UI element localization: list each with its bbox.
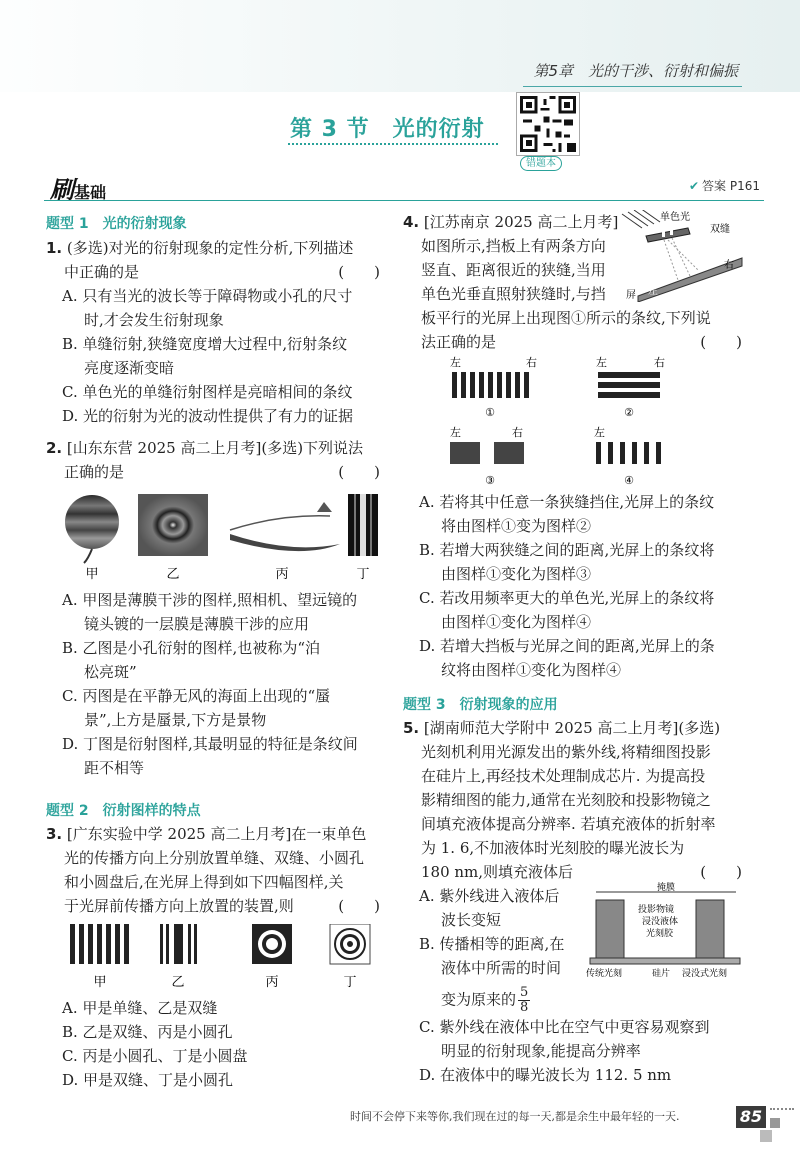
svg-text:左: 左 xyxy=(594,426,605,439)
banner-rule xyxy=(44,200,764,201)
option-d: D. 甲是双缝、丁是小圆孔 xyxy=(62,1071,234,1089)
caption-bing: 丙 xyxy=(265,975,279,990)
diffraction-stripes-image xyxy=(348,494,378,556)
option-a: A. 若将其中任意一条狭缝挡住,光屏上的条纹 将由图样①变为图样② xyxy=(419,493,715,535)
pattern-ding xyxy=(330,924,370,964)
option-d: D. 在液体中的曝光波长为 112. 5 nm xyxy=(419,1066,672,1084)
caption-yi: 乙 xyxy=(166,567,180,582)
q4-patterns xyxy=(446,356,676,486)
question-1: 1. (多选)对光的衍射现象的定性分析,下列描述 中正确的是 ( ) A. 只有当光的波长等于障碍物或小孔的尺寸 时,才会发生衍射现象 B. 单缝衍射,狭缝宽度增大过程中,衍射条纹 亮度逐渐变暗 C. 单色光的单缝衍射图样是亮暗相间的条纹 D. 光的衍射为光的波动性提供了有力的证据 xyxy=(46,236,386,428)
question-4-options xyxy=(403,490,748,682)
svg-text:左: 左 xyxy=(596,356,607,369)
svg-text:传统光刻: 传统光刻 xyxy=(586,969,623,978)
mirage-image xyxy=(230,502,340,551)
answer-paren: ( ) xyxy=(338,897,380,915)
svg-text:④: ④ xyxy=(624,474,634,486)
pattern-2 xyxy=(598,372,660,398)
option-b: B. 若增大两狭缝之间的距离,光屏上的条纹将 由图样①变化为图样③ xyxy=(419,541,715,583)
svg-text:浸没式光刻: 浸没式光刻 xyxy=(682,969,728,978)
section-title-underline xyxy=(288,143,498,145)
svg-text:单色光: 单色光 xyxy=(660,212,690,223)
page-decoration xyxy=(770,1108,794,1110)
option-c: C. 紫外线在液体中比在空气中更容易观察到 明显的衍射现象,能提高分辨率 xyxy=(419,1018,710,1060)
caption-jia: 甲 xyxy=(93,975,107,990)
fraction: $\frac{5}{8}$ xyxy=(520,985,529,1015)
option-b: B. 传播相等的距离,在 液体中所需的时间 变为原来的 $\frac{5}{8}$ xyxy=(419,935,565,1015)
wrong-answer-book-tag[interactable]: 错题本 xyxy=(520,156,562,171)
caption-yi: 乙 xyxy=(171,975,185,990)
option-c: C. 若改用频率更大的单色光,光屏上的条纹将 由图样①变化为图样④ xyxy=(419,589,715,631)
svg-text:③: ③ xyxy=(485,474,495,486)
footer-motto: 时间不会停下来等你,我们现在过的每一天,都是余生中最年轻的一天. xyxy=(350,1110,680,1123)
svg-text:左: 左 xyxy=(450,426,461,439)
poisson-spot-image xyxy=(138,494,208,556)
svg-text:右: 右 xyxy=(724,260,734,271)
option-b: B. 乙是双缝、丙是小圆孔 xyxy=(62,1023,233,1041)
question-2-options xyxy=(46,588,386,780)
section-banner: 刷基础 xyxy=(50,176,107,204)
chapter-header: 第5章 光的干涉、衍射和偏振 xyxy=(533,60,738,81)
svg-text:右: 右 xyxy=(526,356,537,369)
svg-text:浸没液体: 浸没液体 xyxy=(642,917,679,927)
question-2: 2. [山东东营 2025 高二上月考](多选)下列说法 正确的是 ( ) xyxy=(46,436,386,484)
q2-figures xyxy=(62,494,382,586)
caption-ding: 丁 xyxy=(356,567,370,582)
svg-text:光刻胶: 光刻胶 xyxy=(646,929,674,939)
svg-text:双缝: 双缝 xyxy=(710,224,730,235)
option-d: D. 丁图是衍射图样,其最明显的特征是条纹间 距不相等 xyxy=(62,735,358,777)
option-c: C. 单色光的单缝衍射图样是亮暗相间的条纹 xyxy=(62,383,353,401)
q4-apparatus-figure xyxy=(618,210,748,302)
answer-paren: ( ) xyxy=(700,333,742,351)
question-5: 5. [湖南师范大学附中 2025 高二上月考](多选) 光刻机利用光源发出的紫外线,将精细图投影 在硅片上,再经技术处理制成芯片. 为提高投 影精细图的能力,通常在光刻胶和投影物镜之 间填充液体提高分辨率. 若填充液体的折射率 为 1. 6,不加液体时光刻胶的曝光波长为 180 nm,则填充液体后 ( ) xyxy=(403,716,748,884)
pattern-3 xyxy=(450,442,524,464)
answer-reference: ✔ 答案 P161 xyxy=(688,179,760,193)
option-d: D. 若增大挡板与光屏之间的距离,光屏上的条 纹将由图样①变化为图样④ xyxy=(419,637,715,679)
pattern-jia xyxy=(70,924,129,964)
answer-paren: ( ) xyxy=(338,463,380,481)
svg-text:左: 左 xyxy=(648,286,658,297)
question-5-options xyxy=(403,884,748,1087)
check-icon: ✔ xyxy=(688,179,700,193)
question-type-heading: 题型 2 衍射图样的特点 xyxy=(46,803,201,819)
option-a: A. 甲图是薄膜干涉的图样,照相机、望远镜的 镜头镀的一层膜是薄膜干涉的应用 xyxy=(62,591,358,633)
page-decoration xyxy=(770,1118,780,1128)
pattern-4 xyxy=(596,442,661,464)
question-3-options xyxy=(46,996,386,1092)
option-a: A. 甲是单缝、乙是双缝 xyxy=(62,999,218,1017)
answer-paren: ( ) xyxy=(700,863,742,881)
option-c: C. 丙是小圆孔、丁是小圆盘 xyxy=(62,1047,248,1065)
svg-text:右: 右 xyxy=(654,356,665,369)
svg-text:②: ② xyxy=(624,406,634,419)
pattern-yi xyxy=(160,924,197,964)
pattern-bing xyxy=(252,924,292,964)
option-c: C. 丙图是在平静无风的海面上出现的“蜃 景”,上方是蜃景,下方是景物 xyxy=(62,687,331,729)
svg-text:左: 左 xyxy=(450,356,461,369)
question-3: 3. [广东实验中学 2025 高二上月考]在一束单色 光的传播方向上分别放置单缝、双缝、小圆孔 和小圆盘后,在光屏上得到如下四幅图样,关 于光屏前传播方向上放置的装置,则 ( ) xyxy=(46,822,386,918)
question-4: 4. [江苏南京 2025 高二上月考] 如图所示,挡板上有两条方向 竖直、距离很近的狭缝,当用 单色光垂直照射狭缝时,与挡 板平行的光屏上出现图①所示的条纹,下列说 法正确的是 ( ) xyxy=(403,210,748,354)
option-a: A. 紫外线进入液体后 波长变短 xyxy=(419,887,560,929)
svg-text:投影物镜: 投影物镜 xyxy=(638,905,675,915)
question-type-heading: 题型 3 衍射现象的应用 xyxy=(403,697,558,713)
film-interference-image xyxy=(65,495,119,563)
section-title: 第 3 节 光的衍射 xyxy=(290,117,485,142)
answer-paren: ( ) xyxy=(338,263,380,281)
page-decoration xyxy=(760,1130,772,1142)
svg-text:掩膜: 掩膜 xyxy=(656,883,676,893)
option-b: B. 单缝衍射,狭缝宽度增大过程中,衍射条纹 亮度逐渐变暗 xyxy=(62,335,348,377)
q3-patterns xyxy=(70,924,380,994)
option-d: D. 光的衍射为光的波动性提供了有力的证据 xyxy=(62,407,354,425)
svg-text:①: ① xyxy=(485,406,495,419)
option-a: A. 只有当光的波长等于障碍物或小孔的尺寸 时,才会发生衍射现象 xyxy=(62,287,353,329)
pattern-1 xyxy=(452,372,529,398)
caption-jia: 甲 xyxy=(85,567,99,582)
question-type-heading: 题型 1 光的衍射现象 xyxy=(46,216,187,232)
svg-text:硅片: 硅片 xyxy=(652,969,671,978)
svg-text:屏: 屏 xyxy=(626,290,636,301)
page-number: 85 xyxy=(736,1106,766,1128)
caption-bing: 丙 xyxy=(275,567,289,582)
caption-ding: 丁 xyxy=(343,975,357,990)
qr-code-icon[interactable] xyxy=(516,92,580,156)
svg-text:右: 右 xyxy=(512,426,523,439)
option-b: B. 乙图是小孔衍射的图样,也被称为“泊 松亮斑” xyxy=(62,639,320,681)
